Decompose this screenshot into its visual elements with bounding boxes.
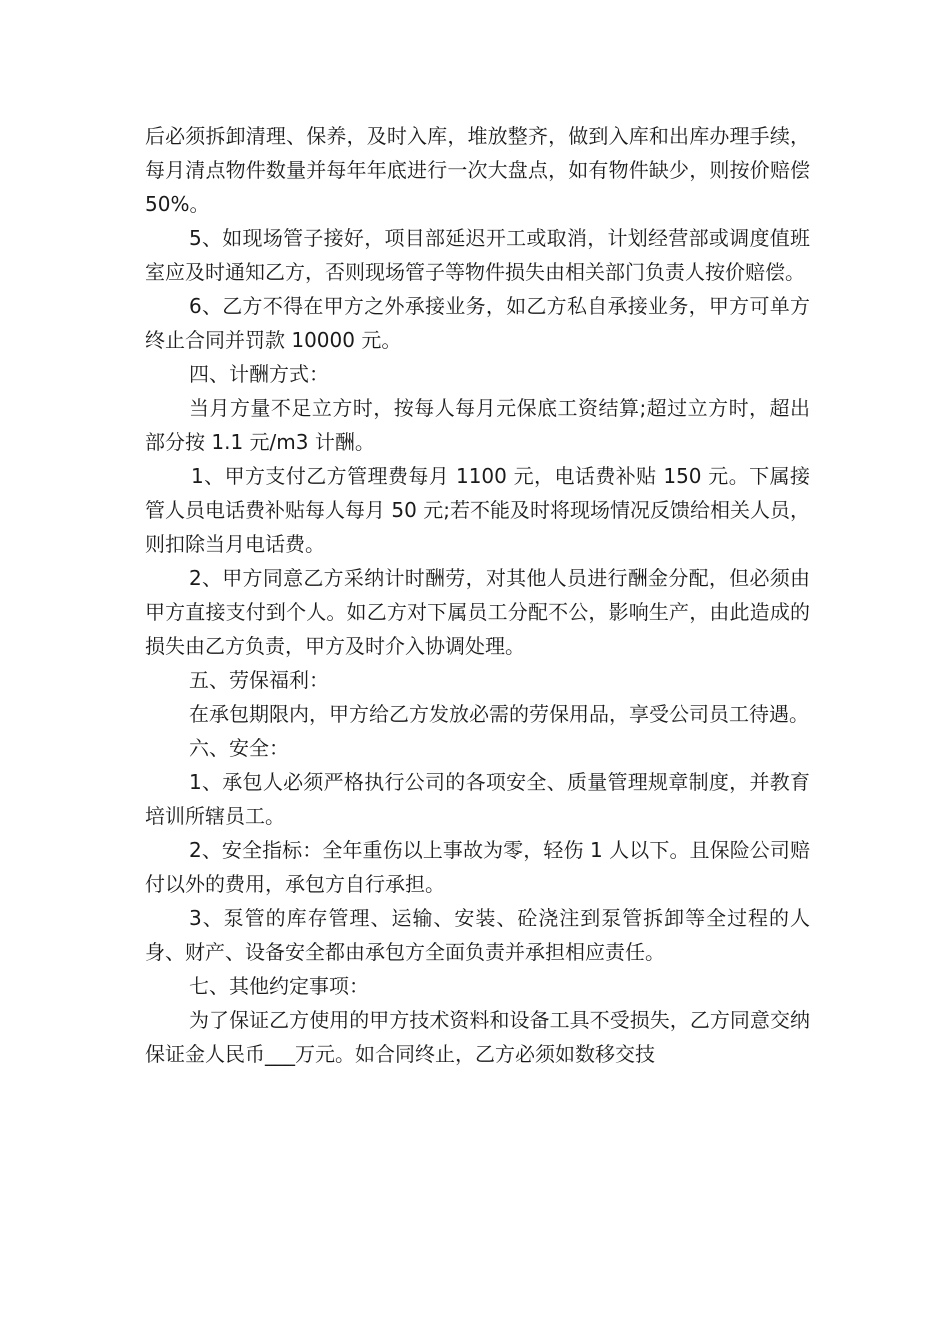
paragraph-pay-basis: 当月方量不足立方时，按每人每月元保底工资结算;超过立方时，超出部分按 1.1 元/m3 计酬。 [145, 396, 810, 454]
document-body [145, 119, 817, 1071]
paragraph-clause-6: 6、乙方不得在甲方之外承接业务，如乙方私自承接业务，甲方可单方终止合同并罚款 10000 元。 [145, 294, 810, 352]
section-heading-6: 六、安全： [189, 736, 289, 760]
paragraph-deposit: 为了保证乙方使用的甲方技术资料和设备工具不受损失，乙方同意交纳保证金人民币___万元。如合同终止，乙方必须如数移交技 [145, 1008, 810, 1066]
paragraph-safety-1: 1、承包人必须严格执行公司的各项安全、质量管理规章制度，并教育培训所辖员工。 [145, 770, 810, 828]
paragraph-continued: 后必须拆卸清理、保养，及时入库，堆放整齐，做到入库和出库办理手续，每月清点物件数量并每年年底进行一次大盘点，如有物件缺少，则按价赔偿 50%。 [145, 124, 817, 216]
paragraph-welfare: 在承包期限内，甲方给乙方发放必需的劳保用品，享受公司员工待遇。 [189, 702, 809, 726]
paragraph-safety-2: 2、安全指标：全年重伤以上事故为零，轻伤 1 人以下。且保险公司赔付以外的费用，承包方自行承担。 [145, 838, 810, 896]
section-heading-5: 五、劳保福利： [189, 668, 329, 692]
paragraph-pay-1: 1、甲方支付乙方管理费每月 1100 元，电话费补贴 150 元。下属接管人员电话费补贴每人每月 50 元;若不能及时将现场情况反馈给相关人员，则扣除当月电话费。 [145, 464, 810, 556]
paragraph-safety-3: 3、泵管的库存管理、运输、安装、砼浇注到泵管拆卸等全过程的人身、财产、设备安全都由承包方全面负责并承担相应责任。 [145, 906, 810, 964]
section-heading-4: 四、计酬方式： [189, 362, 329, 386]
paragraph-clause-5: 5、如现场管子接好，项目部延迟开工或取消，计划经营部或调度值班室应及时通知乙方，否则现场管子等物件损失由相关部门负责人按价赔偿。 [145, 226, 810, 284]
paragraph-pay-2: 2、甲方同意乙方采纳计时酬劳，对其他人员进行酬金分配，但必须由甲方直接支付到个人。如乙方对下属员工分配不公，影响生产，由此造成的损失由乙方负责，甲方及时介入协调处理。 [145, 566, 810, 658]
section-heading-7: 七、其他约定事项： [189, 974, 369, 998]
